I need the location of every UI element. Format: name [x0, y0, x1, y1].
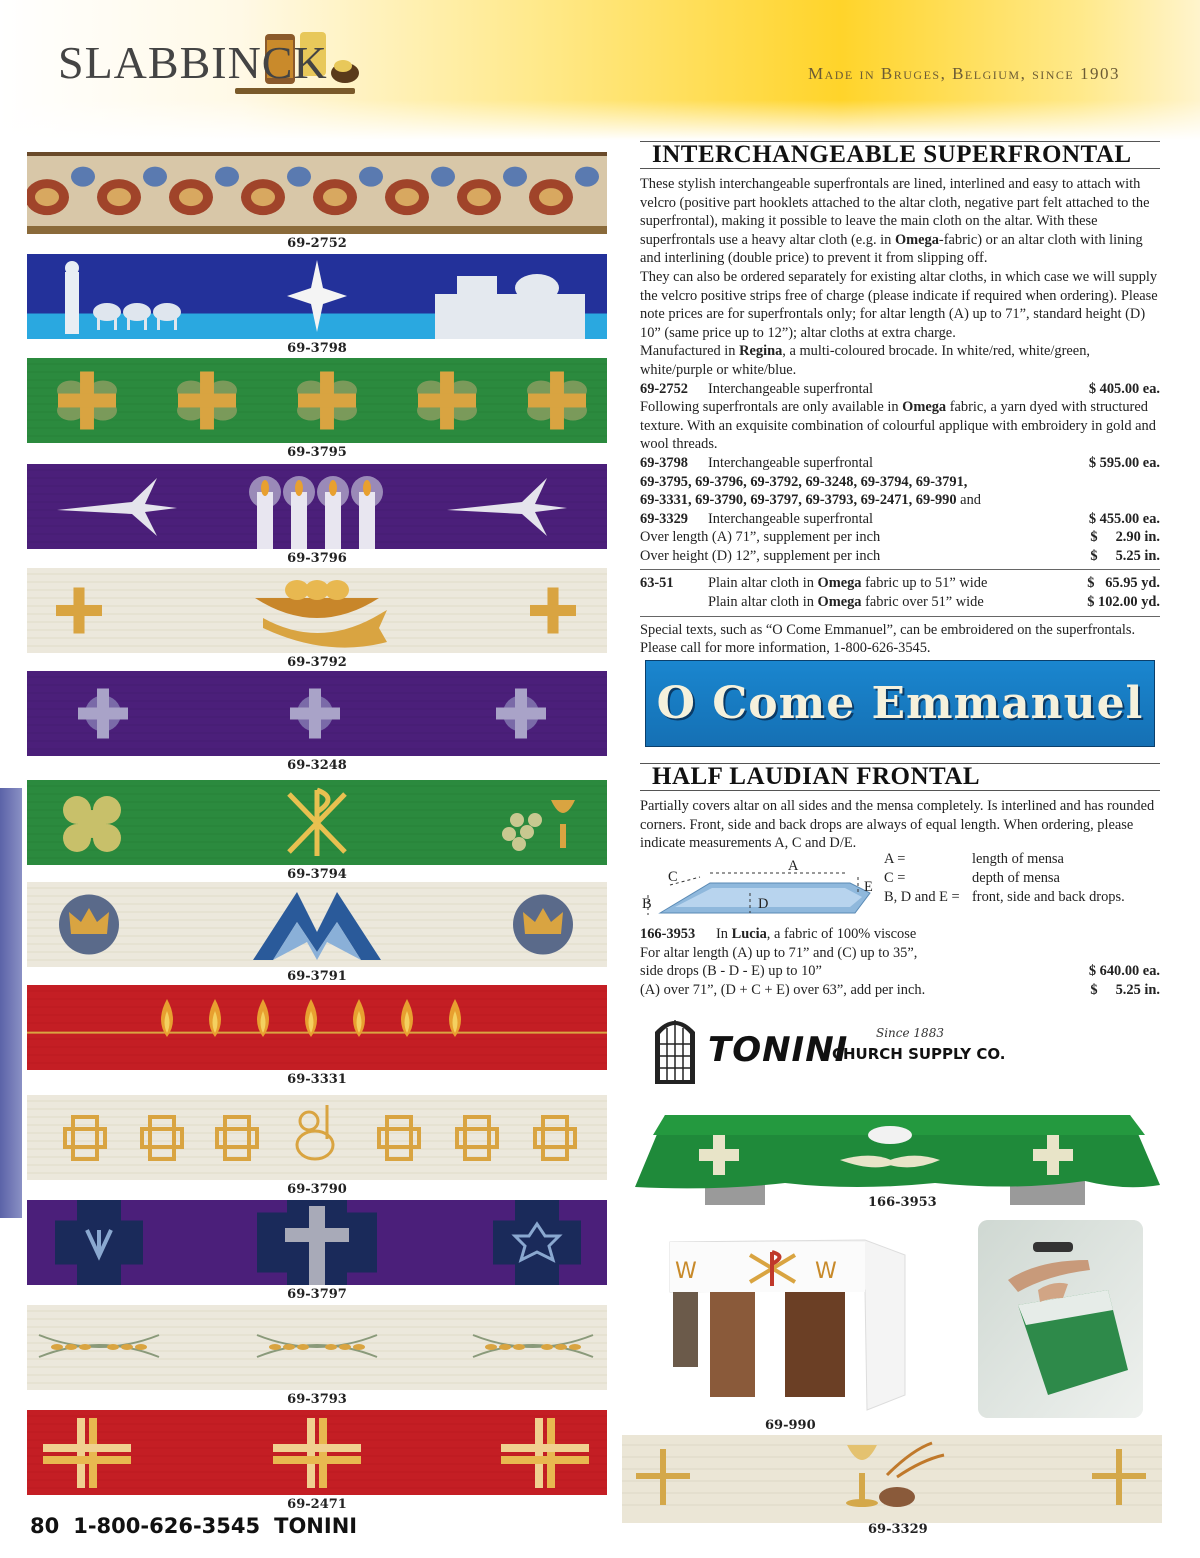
- emmanuel-banner: [645, 660, 1155, 747]
- swatch-image: [27, 1200, 607, 1285]
- swatch-item: [27, 882, 607, 984]
- diagram-label-e: E: [864, 879, 873, 895]
- product-price: $ 595.00 ea.: [1088, 454, 1160, 471]
- green-frontal-image: [635, 1095, 1165, 1210]
- swatch-graphic: [27, 152, 607, 234]
- banner-text: O Come Emmanuel: [656, 678, 1144, 729]
- price-row: [640, 528, 1160, 547]
- swatch-image: [27, 464, 607, 549]
- paragraph-3: [640, 342, 1160, 379]
- intro-paragraph: [640, 175, 1160, 268]
- product-desc: Over height (D) 12”, supplement per inch: [640, 547, 881, 564]
- meas-key: A =: [884, 851, 906, 867]
- swatch-code: 69-2471: [287, 1497, 347, 1512]
- swatch-item: [27, 1305, 607, 1407]
- swatch-code: 69-3796: [287, 551, 347, 566]
- p3-text-end: , a multi-coloured brocade. In white/red, white/green, white/purple or white/blue.: [640, 343, 1090, 378]
- product-price: $ 405.00 ea.: [1088, 380, 1160, 397]
- price-row: [640, 925, 1160, 944]
- price-row: [640, 593, 1160, 612]
- brand-logo: SLABBINCK: [58, 37, 328, 88]
- product-price: $ 640.00 ea.: [1088, 963, 1160, 980]
- swatch-graphic: [27, 1200, 607, 1285]
- hands-velcro-image: [978, 1220, 1143, 1418]
- desc-bold: Lucia: [731, 926, 767, 942]
- swatch-item: [27, 152, 607, 251]
- section-title: HALF LAUDIAN FRONTAL: [640, 763, 1160, 791]
- swatch-code: 69-3791: [287, 969, 347, 984]
- swatch-code: 69-3248: [287, 758, 347, 773]
- product-price: $ 2.90 in.: [1090, 529, 1160, 546]
- product-desc: side drops (B - D - E) up to 10”: [640, 963, 822, 980]
- swatch-code: 69-3795: [287, 445, 347, 460]
- swatch-graphic: [27, 358, 607, 443]
- swatch-graphic: [27, 464, 607, 549]
- swatch-graphic: [27, 568, 607, 653]
- swatch-image: [27, 882, 607, 967]
- swatch-image: [27, 985, 607, 1070]
- meas-value: front, side and back drops.: [972, 889, 1125, 905]
- product-code: 166-3953: [640, 926, 696, 942]
- swatch-image: [27, 1410, 607, 1495]
- product-price: $ 65.95 yd.: [1087, 575, 1160, 592]
- price-row: [640, 454, 1160, 473]
- desc-text-end: , a fabric of 100% viscose: [766, 926, 917, 942]
- product-desc: [708, 574, 1087, 593]
- desc-text-end: fabric over 51” wide: [861, 594, 984, 611]
- paragraph-2: They can also be ordered separately for existing altar cloths, in which case we will supply the velcro positive strips free of charge (please indicate if required when ordering). Please note prices are for superfrontals only; for altar length (A) up to 71”, standard height (D) 10” (same price up to 12”); altar cloths at extra charge.: [640, 268, 1158, 341]
- swatch-code: 69-3331: [287, 1072, 347, 1087]
- intro-text-end: -fabric) or an altar cloth with lining and interlining (double price) to prevent it from slipping off.: [640, 231, 1143, 267]
- product-desc: Interchangeable superfrontal: [708, 380, 874, 397]
- swatch-item: [27, 671, 607, 773]
- meas-value: depth of mensa: [972, 870, 1060, 886]
- p4-text-end: fabric, a yarn dyed with structured texture. With an exquisite combination of colourful applique with embroidery in gold and wool threads.: [640, 399, 1156, 453]
- divider: [640, 616, 1160, 617]
- tagline: Made in Bruges, Belgium, since 1903: [807, 64, 1120, 83]
- swatch-graphic: [27, 1305, 607, 1390]
- product-code: 69-2752: [640, 380, 688, 397]
- intro-bold: Omega: [894, 231, 939, 248]
- swatch-graphic: [27, 254, 607, 339]
- divider: [640, 569, 1160, 570]
- swatch-image: [27, 1095, 607, 1180]
- swatch-code: 69-3793: [287, 1392, 347, 1407]
- price-row: [640, 981, 1160, 1000]
- swatch-item: [27, 1200, 607, 1302]
- swatch-code: 69-3798: [287, 341, 347, 356]
- swatch-image: [27, 152, 607, 234]
- laudian-line-2: For altar length (A) up to 71” and (C) up to 35”,: [640, 944, 918, 961]
- caption-bottom: 69-3329: [868, 1522, 928, 1537]
- swatch-graphic: [27, 780, 607, 865]
- swatch-code: 69-3794: [287, 867, 347, 882]
- p3-bold: Regina: [739, 343, 783, 360]
- p4-bold: Omega: [902, 399, 947, 416]
- price-row: [640, 547, 1160, 566]
- caption-table: 166-3953: [868, 1195, 937, 1210]
- desc-bold: Omega: [817, 594, 862, 611]
- product-price: $ 5.25 in.: [1090, 547, 1160, 564]
- swatch-69-3329: [622, 1435, 1162, 1523]
- swatch-image: [27, 780, 607, 865]
- desc-text: In: [716, 926, 732, 942]
- swatch-item: [27, 568, 607, 670]
- diagram-label-b: B: [642, 896, 652, 912]
- diagram-label-c: C: [668, 869, 678, 885]
- codes-line-1: 69-3795, 69-3796, 69-3792, 69-3248, 69-3794, 69-3791,: [640, 473, 968, 490]
- tonini-logo: TONINI: [708, 1030, 849, 1070]
- swatch-image: [27, 568, 607, 653]
- laudian-text: Partially covers altar on all sides and the mensa completely. Is interlined and has rounded corners. Front, side and back drops are always of equal length. When ordering, please indicate measurements A, C and D/E.: [640, 798, 1155, 852]
- swatch-image: [27, 671, 607, 756]
- swatch-code: 69-3790: [287, 1182, 347, 1197]
- price-row: [640, 510, 1160, 529]
- tonini-since: Since 1883: [876, 1026, 944, 1040]
- swatch-graphic: [27, 671, 607, 756]
- product-code: 69-3329: [640, 510, 688, 527]
- page-number: 80: [30, 1514, 60, 1538]
- swatch-image: [27, 358, 607, 443]
- product-code-empty: [640, 593, 708, 612]
- swatch-graphic: [27, 882, 607, 967]
- price-row: [640, 574, 1160, 593]
- swatch-graphic: [27, 1410, 607, 1495]
- swatch-image: [27, 1305, 607, 1390]
- swatch-item: [27, 254, 607, 356]
- product-desc: Interchangeable superfrontal: [708, 454, 874, 471]
- codes-and: and: [956, 492, 981, 509]
- special-texts-note: Special texts, such as “O Come Emmanuel”, can be embroidered on the superfrontals. Please call for more information, 1-800-626-3545.: [640, 621, 1136, 657]
- price-row: [640, 380, 1160, 399]
- swatch-item: [27, 985, 607, 1087]
- p4-text: Following superfrontals are only available in: [640, 399, 903, 416]
- swatch-image: [27, 254, 607, 339]
- desc-text-end: fabric up to 51” wide: [861, 575, 988, 592]
- meas-value: length of mensa: [972, 851, 1064, 867]
- section-title: INTERCHANGEABLE SUPERFRONTAL: [640, 141, 1160, 169]
- swatch-item: [27, 1095, 607, 1197]
- superfrontal-section: [640, 141, 1160, 658]
- product-desc: [716, 925, 1160, 944]
- swatch-graphic: [27, 985, 607, 1070]
- diagram-label-d: D: [758, 896, 769, 912]
- footer-phone: 1-800-626-3545: [73, 1514, 261, 1538]
- swatch-graphic: [27, 1095, 607, 1180]
- laudian-section: [640, 763, 1160, 853]
- svg-text:W: W: [675, 1259, 697, 1284]
- product-price: $ 102.00 yd.: [1087, 594, 1160, 611]
- desc-text: Plain altar cloth in: [708, 594, 818, 611]
- p3-text: Manufactured in: [640, 343, 740, 360]
- paragraph-4: [640, 398, 1160, 454]
- price-row: [640, 962, 1160, 981]
- product-desc: Interchangeable superfrontal: [708, 510, 874, 527]
- footer-brand: TONINI: [274, 1514, 358, 1538]
- product-desc: Over length (A) 71”, supplement per inch: [640, 529, 881, 546]
- codes-line-2: [640, 491, 1160, 510]
- codes-line-2-bold: 69-3331, 69-3790, 69-3797, 69-3793, 69-2471, 69-990: [640, 492, 957, 509]
- diagram-label-a: A: [788, 858, 799, 874]
- meas-key: B, D and E =: [884, 889, 960, 905]
- swatch-item: [27, 1410, 607, 1512]
- product-code: 63-51: [640, 575, 674, 592]
- product-price: $ 5.25 in.: [1090, 981, 1160, 998]
- swatch-code: 69-3797: [287, 1287, 347, 1302]
- product-desc: [708, 593, 1087, 612]
- swatch-code: 69-2752: [287, 236, 347, 251]
- swatch-item: [27, 464, 607, 566]
- desc-bold: Omega: [817, 575, 862, 592]
- desc-text: Plain altar cloth in: [708, 575, 818, 592]
- product-price: $ 455.00 ea.: [1088, 510, 1160, 527]
- product-code: 69-3798: [640, 454, 688, 471]
- product-desc: (A) over 71”, (D + C + E) over 63”, add per inch.: [640, 981, 926, 998]
- laudian-pricing: [640, 925, 1160, 999]
- intro-text: These stylish interchangeable superfrontals are lined, interlined and easy to attach with velcro (positive part hooklets attached to the altar cloth, negative part felt attached to the superfrontal), making it possible to leave the main cloth on the altar. With these superfrontals use a heavy altar cloth (e.g. in: [640, 176, 1150, 248]
- svg-text:W: W: [815, 1259, 837, 1284]
- swatch-code: 69-3792: [287, 655, 347, 670]
- church-window-icon: [650, 1012, 700, 1087]
- tonini-company: CHURCH SUPPLY CO.: [832, 1045, 1006, 1063]
- page-footer: [30, 1514, 371, 1538]
- swatch-item: [27, 358, 607, 460]
- meas-key: C =: [884, 870, 906, 886]
- swatch-item: [27, 780, 607, 882]
- caption-altar: 69-990: [765, 1418, 816, 1433]
- side-tab: [0, 788, 22, 1218]
- white-altar-image: [655, 1230, 915, 1415]
